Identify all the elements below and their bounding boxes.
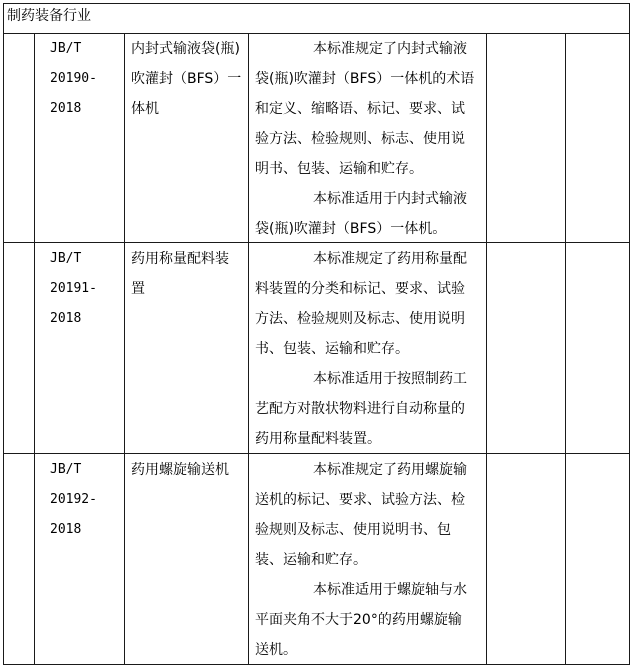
description-line: 艺配方对散状物料进行自动称量的 [255, 401, 465, 417]
standard-name-line: 置 [131, 281, 145, 297]
description-line: 本标准适用于螺旋轴与水 [313, 582, 467, 598]
table-border-left [3, 3, 4, 665]
column-divider [34, 33, 35, 665]
description-line: 送机。 [255, 642, 297, 658]
column-divider [565, 33, 566, 665]
standard-code-line: JB/T [50, 251, 82, 266]
standard-code-line: 20192- [50, 492, 97, 507]
section-title: 制药装备行业 [7, 8, 91, 24]
standard-code-line: 2018 [50, 522, 82, 537]
description-line: 送机的标记、要求、试验方法、检 [255, 492, 465, 508]
standard-code-line: 2018 [50, 311, 82, 326]
standard-name-line: 药用称量配料装 [131, 251, 229, 267]
standard-code-line: 20191- [50, 281, 97, 296]
description-line: 验规则及标志、使用说明书、包 [255, 522, 451, 538]
table-border-bottom [3, 664, 630, 665]
table-border-top [3, 3, 630, 4]
description-line: 本标准规定了药用称量配 [313, 251, 467, 267]
column-divider [248, 33, 249, 665]
description-line: 袋(瓶)吹灌封（BFS）一体机。 [255, 221, 447, 237]
standard-name-line: 吹灌封（BFS）一 [131, 71, 242, 87]
description-line: 方法、检验规则及标志、使用说明 [255, 311, 465, 327]
standard-name-line: 内封式输液袋(瓶) [131, 41, 240, 57]
standard-code-line: 20190- [50, 71, 97, 86]
description-line: 本标准适用于按照制药工 [313, 371, 467, 387]
description-line: 袋(瓶)吹灌封（BFS）一体机的术语 [255, 71, 475, 87]
standard-code-line: JB/T [50, 462, 82, 477]
standard-name-line: 体机 [131, 101, 159, 117]
standard-code-line: JB/T [50, 41, 82, 56]
description-line: 药用称量配料装置。 [255, 431, 381, 447]
description-line: 料装置的分类和标记、要求、试验 [255, 281, 465, 297]
description-line: 和定义、缩略语、标记、要求、试 [255, 101, 465, 117]
description-line: 本标准适用于内封式输液 [313, 191, 467, 207]
description-line: 验方法、检验规则、标志、使用说 [255, 131, 465, 147]
description-line: 平面夹角不大于20°的药用螺旋输 [255, 612, 462, 628]
column-divider [124, 33, 125, 665]
table-border-right [629, 3, 630, 665]
column-divider [486, 33, 487, 665]
description-line: 书、包装、运输和贮存。 [255, 341, 409, 357]
description-line: 本标准规定了内封式输液 [313, 41, 467, 57]
description-line: 明书、包装、运输和贮存。 [255, 161, 423, 177]
standard-name-line: 药用螺旋输送机 [131, 462, 229, 478]
description-line: 装、运输和贮存。 [255, 552, 367, 568]
description-line: 本标准规定了药用螺旋输 [313, 462, 467, 478]
standard-code-line: 2018 [50, 101, 82, 116]
